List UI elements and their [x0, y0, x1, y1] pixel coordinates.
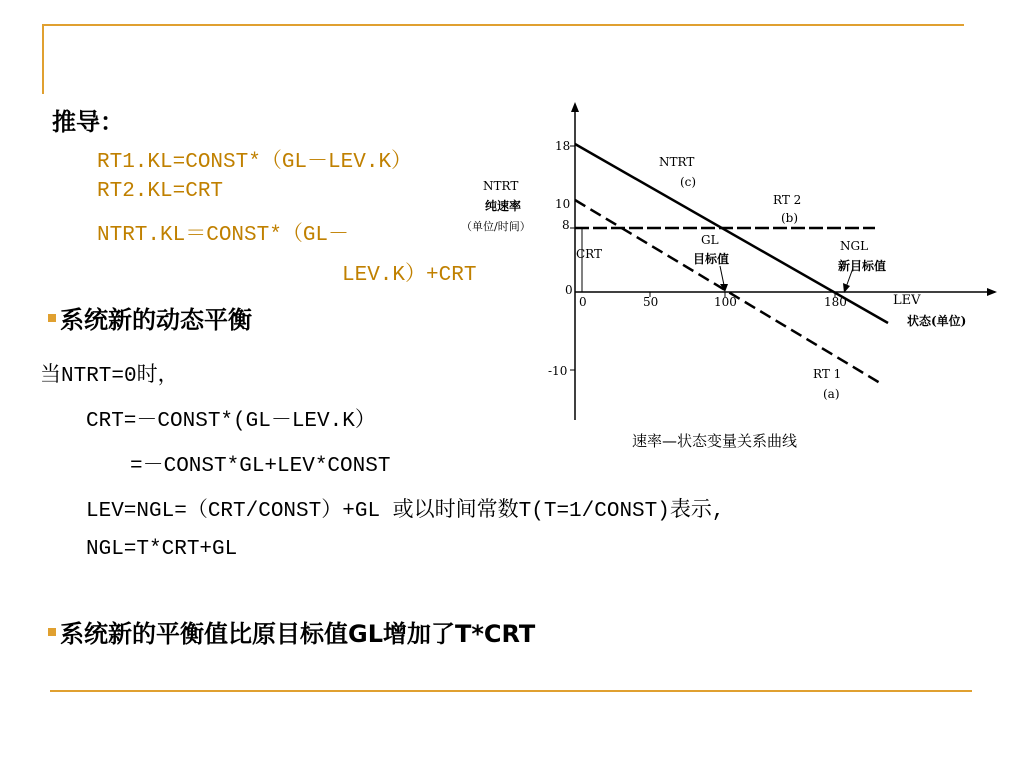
ntrt-c-label: (c): [680, 175, 697, 189]
derivation-line-4: LEV=NGL=（CRT/CONST）+GL 或以时间常数T(T=1/CONST)表示,: [86, 500, 725, 523]
figure-caption: 速率—状态变量关系曲线: [632, 432, 798, 450]
rt2-label: RT 2: [773, 193, 802, 207]
top-rule: [42, 24, 964, 26]
x-title-state: 状态(单位): [907, 314, 967, 328]
equation-rt2: RT2.KL=CRT: [97, 180, 224, 203]
x-tick-0: 0: [579, 295, 587, 309]
rt1-a-label: (a): [823, 387, 840, 401]
gl-label: GL: [701, 233, 719, 247]
x-tick-50: 50: [643, 295, 659, 309]
x-axis-arrow: [987, 288, 997, 296]
bullet-dynamic-balance-text: 系统新的动态平衡: [60, 306, 252, 334]
left-rule: [42, 24, 44, 94]
y-axis-arrow: [571, 102, 579, 112]
bullet-square-icon: [48, 628, 56, 636]
bullet-new-equilibrium-text: 系统新的平衡值比原目标值GL增加了T*CRT: [60, 620, 536, 648]
bullet-new-equilibrium: [48, 614, 535, 649]
ngl-new-target-label: 新目标值: [838, 259, 887, 273]
y-tick-18: 18: [555, 139, 571, 153]
ngl-label: NGL: [840, 239, 869, 253]
rate-state-figure: [455, 98, 1000, 428]
equation-ntrt: NTRT.KL＝CONST*（GL－: [97, 224, 350, 247]
y-title-unit: （单位/时间）: [461, 220, 531, 233]
y-title-rate: 纯速率: [485, 199, 522, 213]
y-title-ntrt: NTRT: [483, 179, 519, 193]
derivation-line-2: CRT=－CONST*(GL－LEV.K）: [86, 410, 376, 433]
rt1-label: RT 1: [813, 367, 842, 381]
bottom-rule: [50, 690, 972, 692]
x-tick-100: 100: [714, 295, 737, 309]
ntrt-label: NTRT: [659, 155, 695, 169]
derivation-line-5: NGL=T*CRT+GL: [86, 538, 238, 561]
x-tick-180: 180: [824, 295, 847, 309]
derivation-line-3: =－CONST*GL+LEV*CONST: [130, 455, 391, 478]
equation-rt1: RT1.KL=CONST*（GL－LEV.K）: [97, 151, 413, 174]
bullet-square-icon: [48, 314, 56, 322]
y-tick-8: 8: [562, 218, 570, 232]
equation-ntrt-cont: LEV.K）+CRT: [342, 264, 477, 287]
crt-label: CRT: [576, 247, 603, 261]
y-tick-0: 0: [565, 283, 573, 297]
rt2-b-label: (b): [781, 211, 799, 225]
y-tick-minus10: -10: [548, 364, 568, 378]
gl-target-label: 目标值: [693, 252, 730, 266]
x-title-lev: LEV: [893, 293, 921, 308]
derivation-heading: 推导：: [52, 108, 124, 136]
y-tick-10: 10: [555, 197, 571, 211]
derivation-line-1: 当NTRT=0时，: [40, 365, 179, 388]
bullet-dynamic-balance: [48, 300, 252, 335]
